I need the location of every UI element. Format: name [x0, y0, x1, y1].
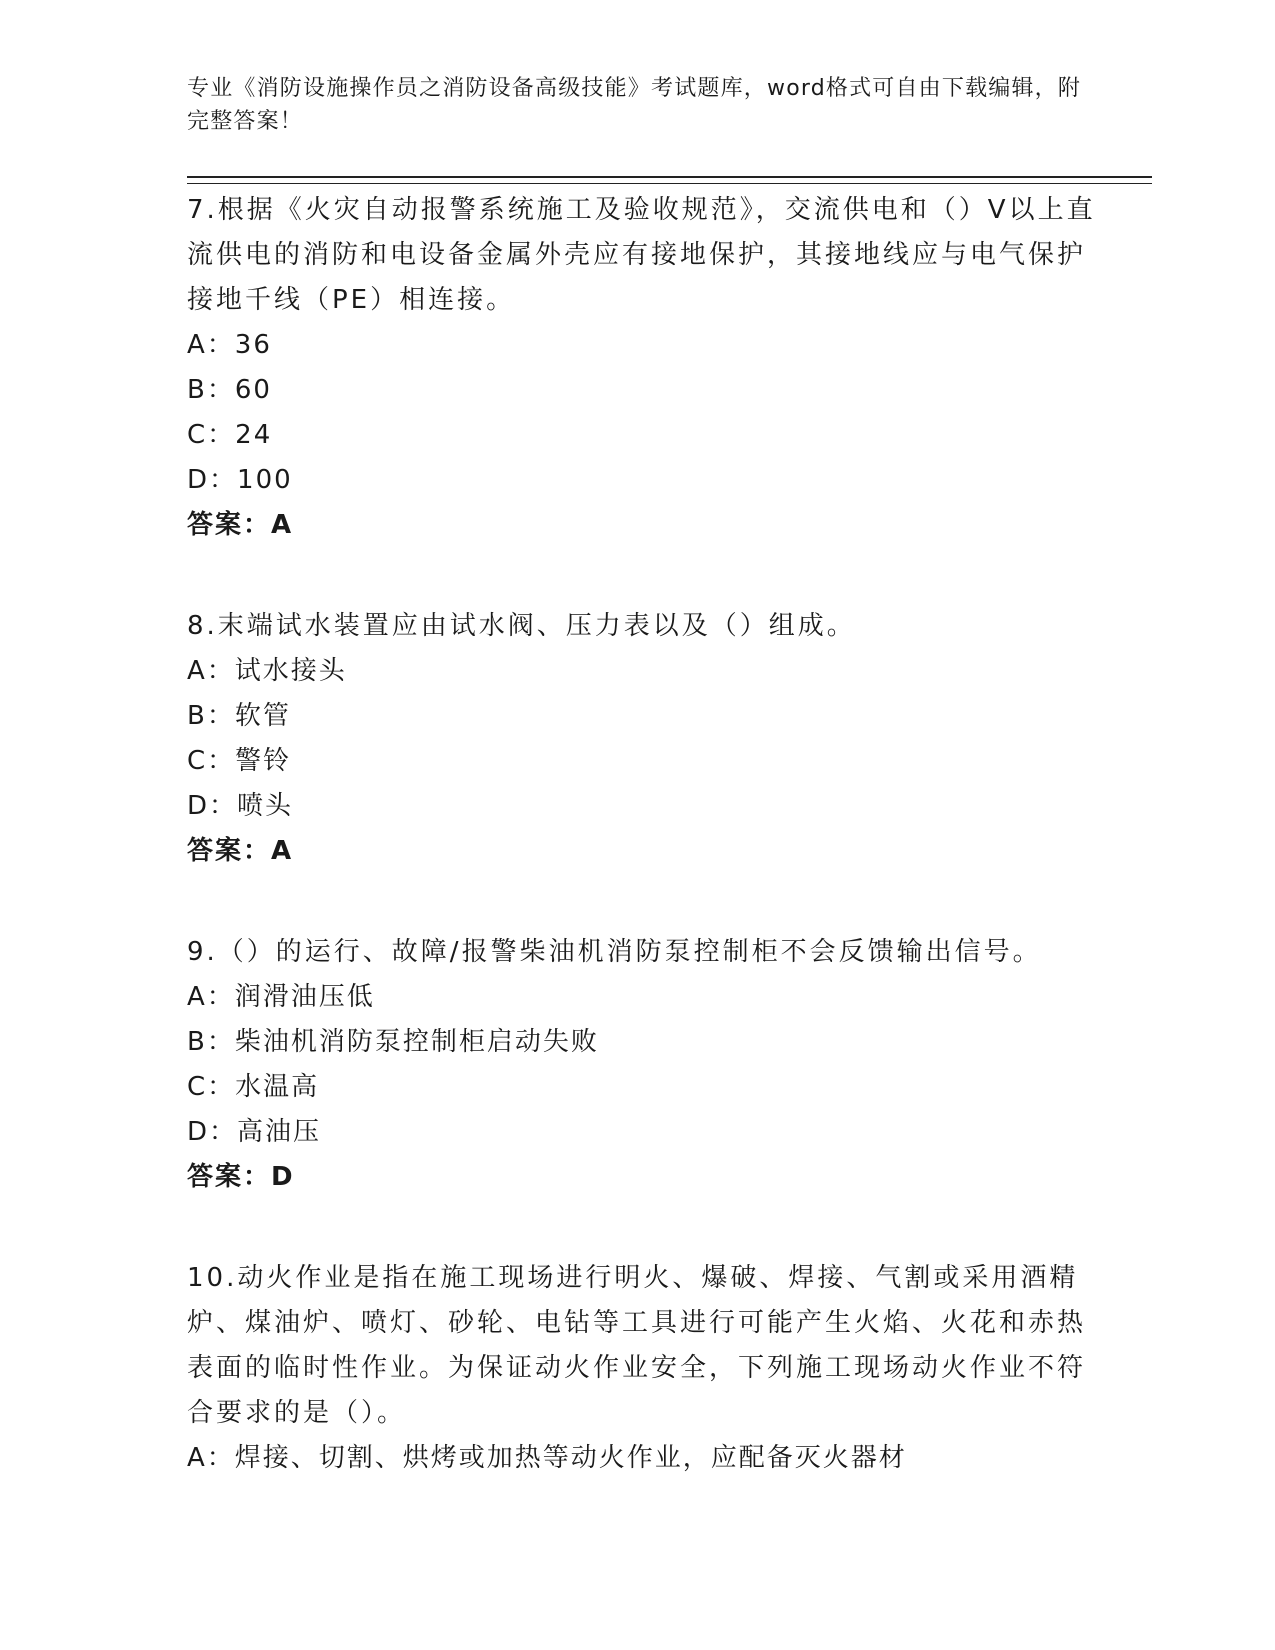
option-a: A：试水接头: [187, 656, 347, 686]
question-9: [187, 930, 1107, 1200]
question-stem: 9.（）的运行、故障/报警柴油机消防泵控制柜不会反馈输出信号。: [187, 937, 1042, 967]
option-c: C：24: [187, 420, 273, 450]
header-rule-thick: [187, 176, 1152, 178]
answer: 答案：D: [187, 1162, 295, 1192]
spacer: [187, 1200, 1107, 1256]
answer: 答案：A: [187, 510, 294, 540]
question-stem: 8.末端试水装置应由试水阀、压力表以及（）组成。: [187, 611, 856, 641]
option-d: D：喷头: [187, 791, 294, 821]
header-rule-thin: [187, 183, 1152, 184]
option-a: A：润滑油压低: [187, 982, 375, 1012]
spacer: [187, 548, 1107, 604]
question-stem: 10.动火作业是指在施工现场进行明火、爆破、焊接、气割或采用酒精炉、煤油炉、喷灯、砂轮、电钻等工具进行可能产生火焰、火花和赤热表面的临时性作业。为保证动火作业安全，下列施工现场动火作业不符合要求的是（）。: [187, 1263, 1087, 1428]
question-7: [187, 188, 1107, 548]
option-b: B：柴油机消防泵控制柜启动失败: [187, 1027, 599, 1057]
question-10: [187, 1256, 1107, 1481]
option-d: D：高油压: [187, 1117, 322, 1147]
question-list: [187, 188, 1107, 1481]
option-c: C：警铃: [187, 746, 292, 776]
option-d: D：100: [187, 465, 293, 495]
question-8: [187, 604, 1107, 874]
option-a: A：焊接、切割、烘烤或加热等动火作业，应配备灭火器材: [187, 1443, 907, 1473]
spacer: [187, 874, 1107, 930]
option-a: A：36: [187, 330, 272, 360]
option-b: B：软管: [187, 701, 291, 731]
option-c: C：水温高: [187, 1072, 320, 1102]
option-b: B：60: [187, 375, 272, 405]
answer: 答案：A: [187, 836, 294, 866]
header-text: 专业《消防设施操作员之消防设备高级技能》考试题库，word格式可自由下载编辑，附完整答案！: [187, 76, 1082, 134]
question-stem: 7.根据《火灾自动报警系统施工及验收规范》，交流供电和（）V以上直流供电的消防和电设备金属外壳应有接地保护，其接地线应与电气保护接地千线（PE）相连接。: [187, 195, 1096, 315]
